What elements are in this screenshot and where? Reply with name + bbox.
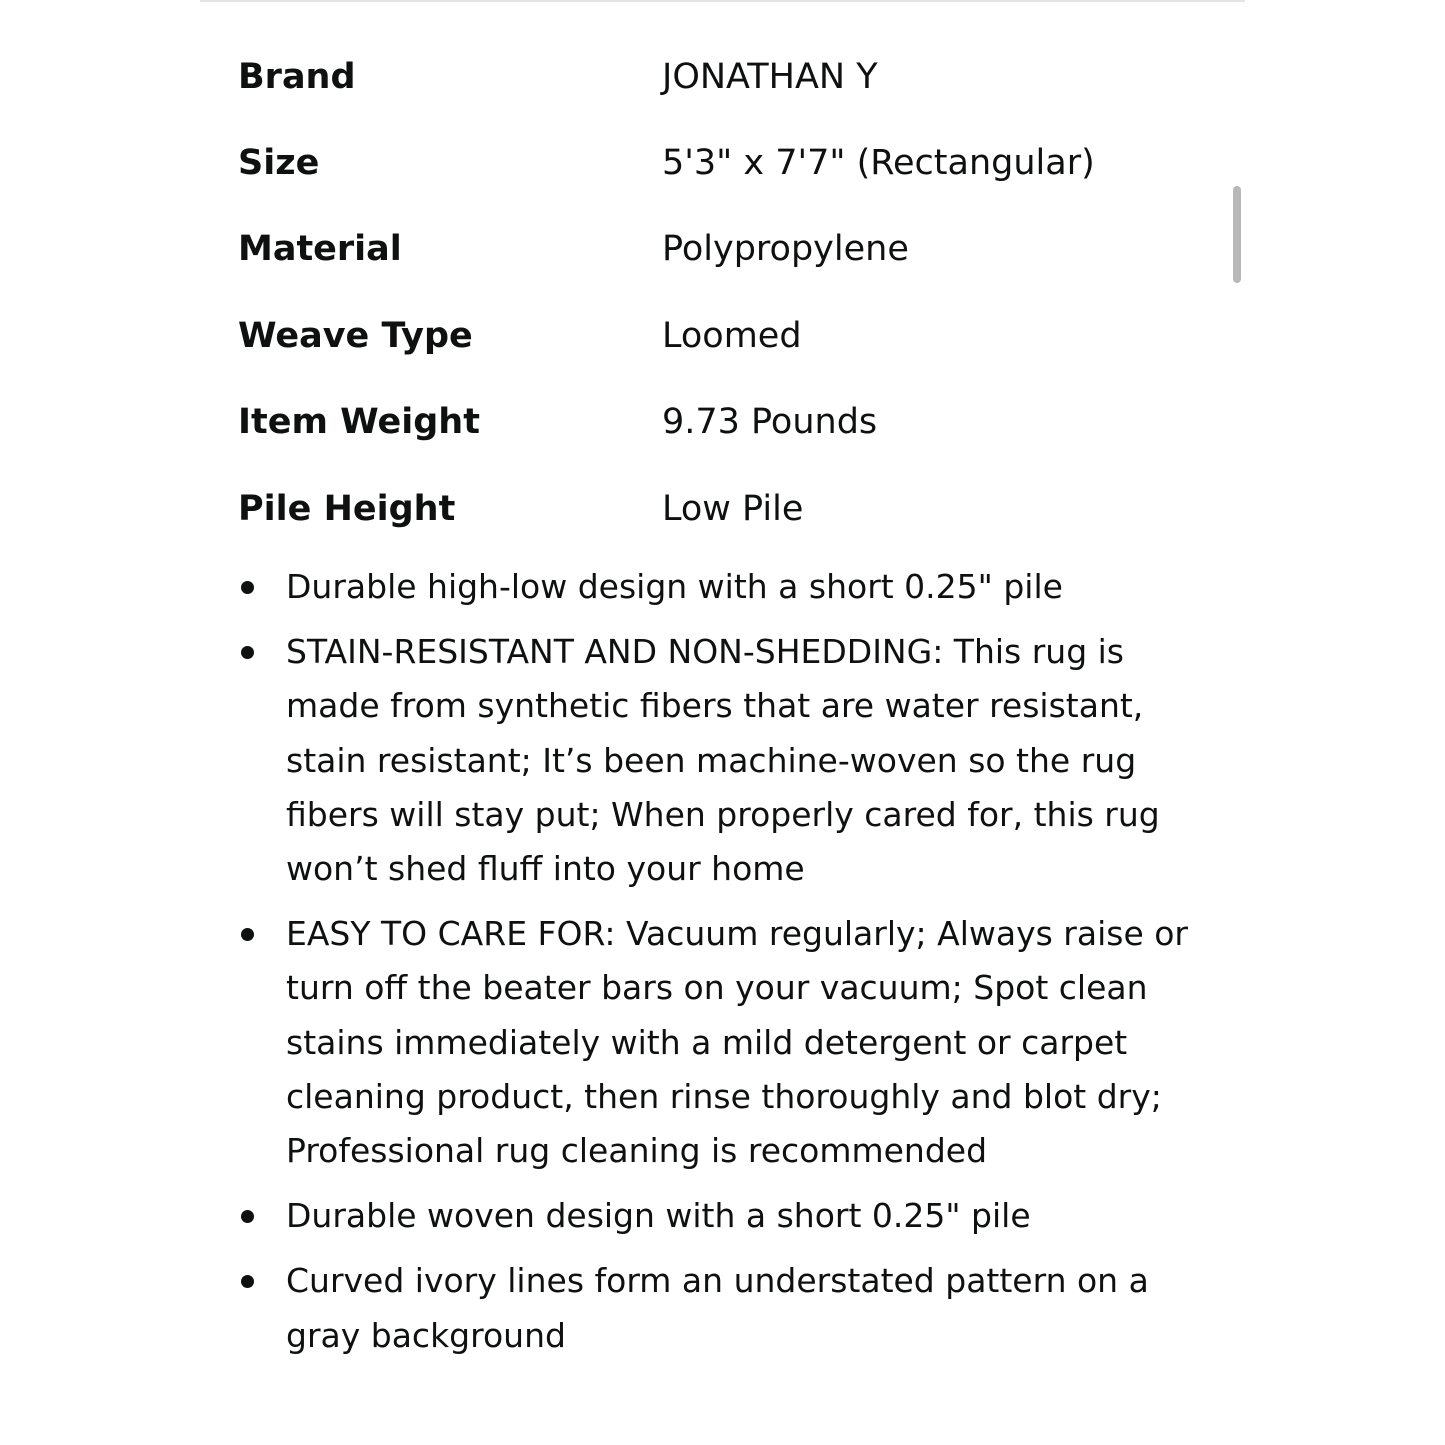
spec-value: Polypropylene [662, 229, 909, 270]
spec-label: Weave Type [238, 315, 473, 356]
spec-label: Item Weight [238, 402, 480, 443]
specs-scrollbar[interactable] [1233, 186, 1241, 283]
spec-label: Material [238, 229, 402, 270]
spec-value: 9.73 Pounds [662, 402, 878, 443]
spec-row-brand [238, 34, 1218, 120]
spec-value: Low Pile [662, 488, 804, 529]
spec-label: Pile Height [238, 488, 456, 529]
bullet-icon [241, 928, 254, 941]
bullet-text: Durable high-low design with a short 0.25" pile [286, 567, 1063, 606]
spec-value: 5'3" x 7'7" (Rectangular) [662, 143, 1095, 184]
spec-value: JONATHAN Y [662, 56, 878, 97]
list-item [238, 1254, 1228, 1362]
spec-label: Brand [238, 56, 356, 97]
list-item [238, 560, 1228, 614]
top-divider [200, 0, 1245, 2]
spec-row-item-weight [238, 380, 1218, 466]
bullet-icon [241, 1275, 254, 1288]
bullet-text: STAIN-RESISTANT AND NON-SHEDDING: This rug is made from synthetic fibers that are water resistant, stain resistant; It’s been machine-woven so the rug fibers will stay put; When properly cared for, this rug won’t shed fluff into your home [286, 632, 1160, 889]
feature-bullet-list [238, 560, 1228, 1374]
list-item [238, 907, 1228, 1178]
spec-row-material [238, 207, 1218, 293]
spec-row-size [238, 120, 1218, 206]
bullet-text: EASY TO CARE FOR: Vacuum regularly; Always raise or turn off the beater bars on your vacuum; Spot clean stains immediately with a mild detergent or carpet cleaning product, then rinse thoroughly and blot dry; Professional rug cleaning is recommended [286, 914, 1188, 1171]
bullet-icon [241, 646, 254, 659]
bullet-text: Durable woven design with a short 0.25" pile [286, 1196, 1031, 1236]
product-specs-table [238, 34, 1218, 552]
bullet-text: Curved ivory lines form an understated pattern on a gray background [286, 1261, 1149, 1355]
bullet-icon [241, 581, 254, 594]
spec-value: Loomed [662, 315, 802, 356]
bullet-icon [241, 1210, 254, 1223]
spec-row-pile-height [238, 466, 1218, 552]
spec-label: Size [238, 143, 320, 184]
list-item [238, 1189, 1228, 1243]
list-item [238, 625, 1228, 896]
spec-row-weave-type [238, 293, 1218, 379]
